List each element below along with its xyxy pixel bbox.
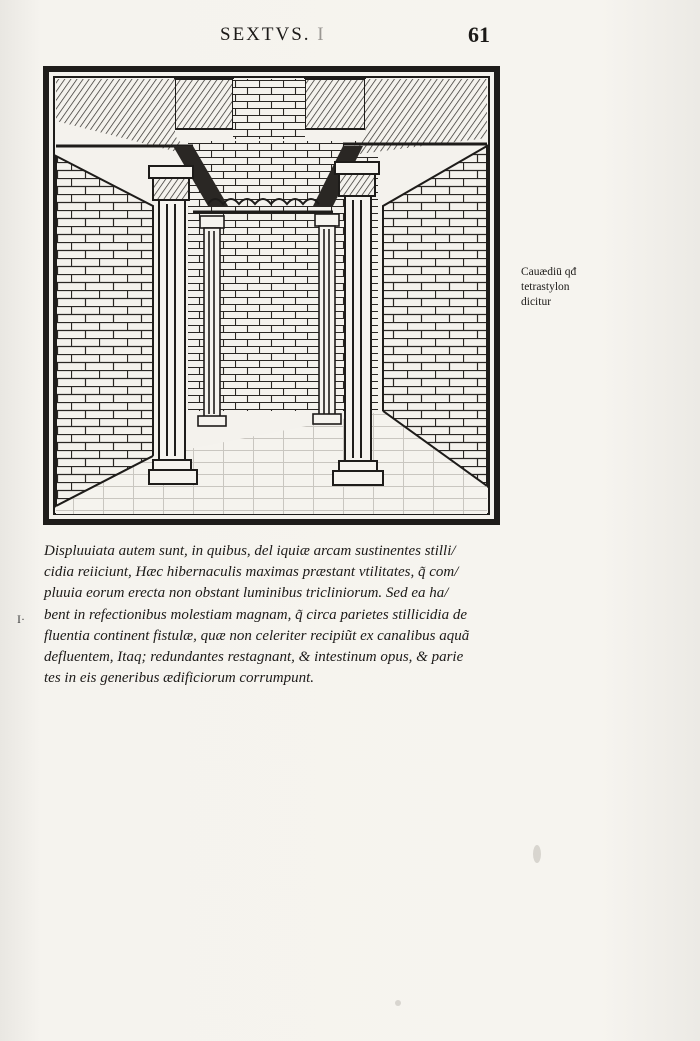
running-head-text: SEXTVS. xyxy=(220,24,311,45)
woodcut-illustration xyxy=(43,66,500,525)
page-number: 61 xyxy=(468,22,490,47)
margin-note-line: Cauædiū qđ xyxy=(521,266,577,278)
margin-note-line: tetrastylon xyxy=(521,281,570,293)
margin-note-line: dicitur xyxy=(521,296,552,308)
text-line: pluuia eorum erecta non obstant luminibus tricliniorum. Sed ea ha/ xyxy=(44,585,449,602)
text-line: defluentem, Itaq; redundantes restagnant, & intestinum opus, & parie xyxy=(44,649,464,666)
margin-note xyxy=(521,265,631,310)
running-head-ghost: I xyxy=(317,24,326,45)
text-line: cidia reiiciunt, Hæc hibernaculis maximas præstant vtilitates, q̃ com/ xyxy=(44,564,459,581)
running-head xyxy=(220,24,326,46)
text-line: bent in refectionibus molestiam magnam, q̃ circa parietes stillicidia de xyxy=(44,606,467,623)
margin-mark: I· xyxy=(17,612,25,626)
text-line: Displuuiata autem sunt, in quibus, del iquiæ arcam sustinentes stilli/ xyxy=(44,543,456,559)
text-line: fluentia continent fistulæ, quæ non celeriter recipiũt ex canalibus aquã xyxy=(44,627,470,644)
text-line: tes in eis generibus ædificiorum corrumpunt. xyxy=(44,670,314,687)
paper-stain xyxy=(533,845,541,863)
body-paragraph xyxy=(44,541,514,689)
paper-stain xyxy=(395,1000,401,1006)
